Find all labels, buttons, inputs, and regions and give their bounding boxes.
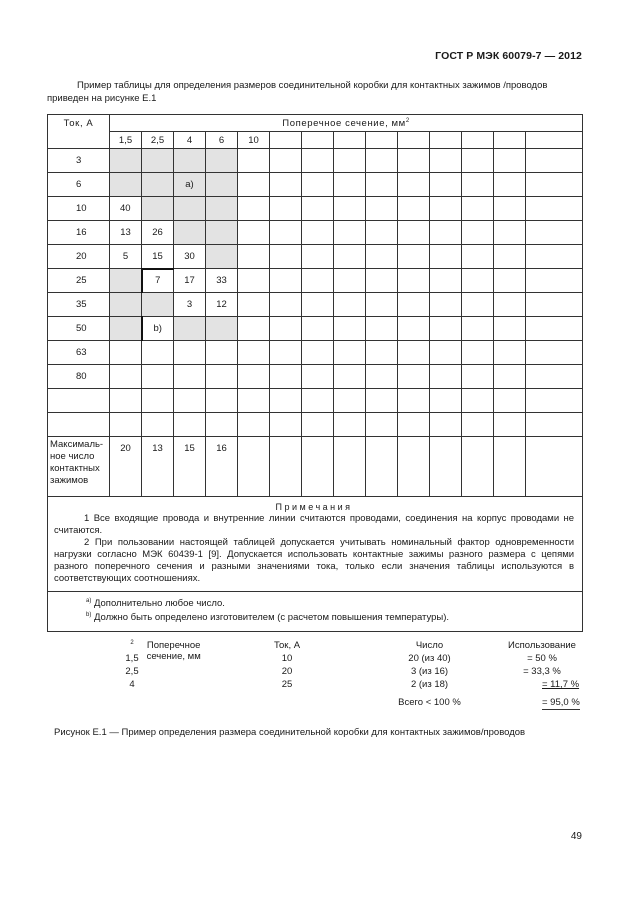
- table-cell: [462, 221, 494, 245]
- table-cell: [110, 413, 142, 437]
- section-size-header: [462, 132, 494, 149]
- section-size-header: [494, 132, 526, 149]
- current-column-header: Ток, А: [48, 115, 110, 149]
- table-cell: 26: [142, 221, 174, 245]
- table-cell: [270, 293, 302, 317]
- table-cell: [366, 149, 398, 173]
- summary-total-row: Всего < 100 % = 95,0 %: [47, 697, 582, 710]
- section-size-header: [398, 132, 430, 149]
- summary-row: [47, 653, 582, 666]
- table-cell: [366, 413, 398, 437]
- summary-count: 3 (из 16): [410, 666, 449, 677]
- table-cell: [398, 245, 430, 269]
- table-cell: [174, 317, 206, 341]
- table-cell: [302, 149, 334, 173]
- summary-usage: = 50 %: [527, 653, 557, 664]
- table-cell: [334, 293, 366, 317]
- table-cell: 3: [174, 293, 206, 317]
- notes-cell: [48, 497, 583, 592]
- max-terminals-value: [430, 437, 462, 497]
- section-size-header: 10: [238, 132, 270, 149]
- summary-header-current: Ток, А: [273, 640, 301, 651]
- table-cell: 5: [110, 245, 142, 269]
- table-cell: [494, 413, 526, 437]
- table-cell: [462, 269, 494, 293]
- section-size-header: 2,5: [142, 132, 174, 149]
- table-cell: [526, 245, 583, 269]
- table-cell: [238, 341, 270, 365]
- table-cell: [270, 173, 302, 197]
- current-value: 25: [48, 269, 110, 293]
- table-row: [48, 293, 583, 317]
- current-value: [48, 413, 110, 437]
- table-cell: [238, 197, 270, 221]
- table-cell: [174, 197, 206, 221]
- table-cell: [302, 197, 334, 221]
- current-value: 50: [48, 317, 110, 341]
- table-cell: [430, 413, 462, 437]
- max-terminals-value: [270, 437, 302, 497]
- current-value: 35: [48, 293, 110, 317]
- footnote-a: $^{a)}$ Дополнительно любое число.: [86, 597, 225, 609]
- table-cell: [430, 221, 462, 245]
- table-cell: [494, 389, 526, 413]
- max-terminals-value: [334, 437, 366, 497]
- table-cell: [526, 293, 583, 317]
- table-cell: [206, 245, 238, 269]
- table-cell: [526, 365, 583, 389]
- section-size-header: 6: [206, 132, 238, 149]
- table-cell: [398, 173, 430, 197]
- table-cell: [142, 389, 174, 413]
- table-cell: [430, 293, 462, 317]
- table-cell: [462, 389, 494, 413]
- table-cell: [366, 245, 398, 269]
- table-cell: [398, 197, 430, 221]
- table-cell: [174, 389, 206, 413]
- max-terminals-value: [526, 437, 583, 497]
- table-cell: [110, 389, 142, 413]
- table-cell: [526, 317, 583, 341]
- table-cell: [142, 293, 174, 317]
- table-cell: [366, 269, 398, 293]
- table-cell: [142, 149, 174, 173]
- section-size-header: [366, 132, 398, 149]
- table-cell: [110, 365, 142, 389]
- table-cell: 17: [174, 269, 206, 293]
- table-cell: [206, 149, 238, 173]
- table-cell: [366, 389, 398, 413]
- table-cell: [366, 173, 398, 197]
- summary-section: 2,5: [125, 666, 139, 677]
- table-cell: [302, 317, 334, 341]
- table-cell: [142, 197, 174, 221]
- table-cell: [430, 269, 462, 293]
- table-cell: [462, 197, 494, 221]
- table-row: [48, 197, 583, 221]
- table-cell: [526, 149, 583, 173]
- table-cell: [302, 389, 334, 413]
- table-cell: [430, 149, 462, 173]
- table-cell: 12: [206, 293, 238, 317]
- current-value: 16: [48, 221, 110, 245]
- usage-summary: [47, 640, 582, 710]
- table-cell: 33: [206, 269, 238, 293]
- table-cell: [334, 365, 366, 389]
- table-row: [48, 245, 583, 269]
- table-row: [48, 149, 583, 173]
- table-cell: [238, 389, 270, 413]
- current-value: 20: [48, 245, 110, 269]
- table-cell: [206, 173, 238, 197]
- table-cell: [430, 173, 462, 197]
- table-cell: [366, 341, 398, 365]
- table-cell: [270, 245, 302, 269]
- table-row: [48, 173, 583, 197]
- table-cell: [494, 197, 526, 221]
- summary-section: 1,5: [125, 653, 139, 664]
- max-terminals-value: 13: [142, 437, 174, 497]
- document-code: ГОСТ Р МЭК 60079-7 — 2012: [435, 50, 582, 62]
- current-value: 6: [48, 173, 110, 197]
- table-cell: [430, 317, 462, 341]
- table-cell: [206, 317, 238, 341]
- table-cell: [526, 197, 583, 221]
- table-cell: [494, 293, 526, 317]
- table-cell: [302, 413, 334, 437]
- table-cell: [334, 221, 366, 245]
- summary-current: 20: [281, 666, 293, 677]
- table-cell: [238, 221, 270, 245]
- table-cell: [302, 245, 334, 269]
- summary-row: [47, 666, 582, 679]
- table-cell: [174, 341, 206, 365]
- table-cell: [302, 221, 334, 245]
- table-cell: [398, 221, 430, 245]
- table-cell: [494, 317, 526, 341]
- footnote-mark: a): [174, 173, 206, 197]
- table-cell: [334, 413, 366, 437]
- max-terminals-value: [302, 437, 334, 497]
- table-cell: [174, 413, 206, 437]
- current-value: 63: [48, 341, 110, 365]
- table-cell: [494, 245, 526, 269]
- summary-current: 10: [281, 653, 293, 664]
- max-terminals-value: 15: [174, 437, 206, 497]
- table-cell: [462, 173, 494, 197]
- table-cell: [174, 149, 206, 173]
- notes-title: Примечания: [275, 502, 353, 512]
- section-size-header: [270, 132, 302, 149]
- intro-paragraph: Пример таблицы для определения размеров соединительной коробки для контактных зажимов /проводов приведен на рисунке Е.1: [47, 80, 548, 104]
- table-cell: [494, 173, 526, 197]
- summary-header-count: Число: [415, 640, 444, 651]
- page-number: 49: [570, 831, 582, 842]
- table-cell: [238, 293, 270, 317]
- current-value: 10: [48, 197, 110, 221]
- table-cell: [430, 341, 462, 365]
- table-cell: [334, 173, 366, 197]
- table-cell: 15: [142, 245, 174, 269]
- table-cell: [398, 365, 430, 389]
- table-cell: [462, 245, 494, 269]
- table-cell: [366, 197, 398, 221]
- table-cell: 7: [142, 269, 174, 293]
- table-cell: [526, 173, 583, 197]
- section-size-header: 4: [174, 132, 206, 149]
- footnote-mark: b): [142, 317, 174, 341]
- table-cell: [302, 365, 334, 389]
- summary-header-usage: Использование: [508, 640, 576, 651]
- table-cell: [238, 149, 270, 173]
- table-cell: [334, 389, 366, 413]
- table-cell: [110, 341, 142, 365]
- table-cell: [270, 365, 302, 389]
- table-cell: [526, 413, 583, 437]
- current-value: 80: [48, 365, 110, 389]
- table-cell: [462, 341, 494, 365]
- table-cell: [238, 317, 270, 341]
- table-row: [48, 389, 583, 413]
- table-cell: [494, 365, 526, 389]
- table-cell: [206, 389, 238, 413]
- table-cell: [302, 341, 334, 365]
- table-cell: [334, 341, 366, 365]
- table-cell: [398, 149, 430, 173]
- table-cell: [270, 197, 302, 221]
- table-cell: [430, 245, 462, 269]
- max-terminals-value: [462, 437, 494, 497]
- summary-count: 20 (из 40): [408, 653, 451, 664]
- summary-header-section: Поперечное сечение, мм $^2$: [130, 639, 201, 662]
- table-cell: [526, 341, 583, 365]
- table-cell: [302, 173, 334, 197]
- table-cell: [366, 293, 398, 317]
- table-row: [48, 365, 583, 389]
- table-row: [48, 269, 583, 293]
- table-cell: [334, 245, 366, 269]
- table-cell: [142, 365, 174, 389]
- max-terminals-value: [398, 437, 430, 497]
- table-cell: [430, 365, 462, 389]
- table-cell: [270, 149, 302, 173]
- summary-usage: = 33,3 %: [523, 666, 561, 677]
- table-cell: [270, 317, 302, 341]
- summary-current: 25: [281, 679, 293, 690]
- table-cell: 40: [110, 197, 142, 221]
- table-cell: [494, 269, 526, 293]
- table-cell: [430, 389, 462, 413]
- table-cell: [206, 341, 238, 365]
- summary-section: 4: [129, 679, 135, 690]
- table-cell: [526, 389, 583, 413]
- table-cell: [206, 365, 238, 389]
- table-cell: [270, 269, 302, 293]
- section-size-header: [302, 132, 334, 149]
- table-cell: [398, 389, 430, 413]
- footnote-b: $^{b)}$ Должно быть определено изготовителем (с расчетом повышения температуры).: [86, 611, 450, 623]
- table-cell: [494, 221, 526, 245]
- table-cell: [110, 293, 142, 317]
- table-cell: [142, 341, 174, 365]
- table-cell: [462, 317, 494, 341]
- table-cell: [398, 341, 430, 365]
- table-cell: [334, 269, 366, 293]
- section-size-header: [526, 132, 583, 149]
- table-cell: [398, 413, 430, 437]
- footnotes-cell: [48, 592, 583, 632]
- max-terminals-row: [48, 437, 583, 497]
- table-cell: [110, 269, 142, 293]
- table-cell: 30: [174, 245, 206, 269]
- table-cell: [238, 245, 270, 269]
- table-row: [48, 341, 583, 365]
- section-size-header: [334, 132, 366, 149]
- note-1: 1 Все входящие провода и внутренние линии считаются проводами, соединения на корпус проводами не считаются.: [54, 513, 575, 536]
- table-cell: [206, 197, 238, 221]
- table-cell: [494, 341, 526, 365]
- table-cell: [334, 197, 366, 221]
- figure-caption: Рисунок Е.1 — Пример определения размера соединительной коробки для контактных зажимов/проводов: [54, 727, 526, 738]
- summary-total-label: Всего < 100 %: [398, 697, 461, 708]
- table-cell: [110, 317, 142, 341]
- table-cell: [430, 197, 462, 221]
- table-cell: [238, 413, 270, 437]
- section-size-header: 1,5: [110, 132, 142, 149]
- table-cell: [398, 317, 430, 341]
- table-cell: [238, 269, 270, 293]
- table-cell: [526, 269, 583, 293]
- table-cell: [238, 173, 270, 197]
- table-cell: [270, 413, 302, 437]
- section-header: Поперечное сечение, $мм^2$: [110, 115, 583, 132]
- table-cell: [366, 365, 398, 389]
- max-terminals-value: 20: [110, 437, 142, 497]
- table-cell: [398, 269, 430, 293]
- table-row: [48, 413, 583, 437]
- max-terminals-label: Максималь-ное число контактных зажимов: [48, 437, 110, 497]
- table-cell: [174, 221, 206, 245]
- table-cell: [462, 413, 494, 437]
- section-size-header: [430, 132, 462, 149]
- table-cell: 13: [110, 221, 142, 245]
- table-cell: [334, 317, 366, 341]
- table-cell: [302, 293, 334, 317]
- table-cell: [270, 341, 302, 365]
- summary-row: 4 25 2 (из 18) = 11,7 %: [47, 679, 582, 692]
- table-cell: [462, 365, 494, 389]
- table-cell: [270, 389, 302, 413]
- table-row: [48, 317, 583, 341]
- max-terminals-value: [238, 437, 270, 497]
- table-cell: [206, 221, 238, 245]
- table-cell: [526, 221, 583, 245]
- max-terminals-value: [494, 437, 526, 497]
- table-cell: [334, 149, 366, 173]
- table-row: [48, 221, 583, 245]
- table-cell: [174, 365, 206, 389]
- table-cell: [238, 365, 270, 389]
- max-terminals-value: 16: [206, 437, 238, 497]
- table-cell: [366, 317, 398, 341]
- note-2: 2 При пользовании настоящей таблицей допускается учитывать номинальный фактор одновременности нагрузки согласно МЭК 60439-1 [9]. Допускается использовать контактные зажимы разного размера с цепями разного поперечного сечения и разными значениями тока, только если значения таблицы используются в соответствующих соотношениях.: [54, 537, 575, 584]
- current-value: 3: [48, 149, 110, 173]
- table-cell: [462, 149, 494, 173]
- table-cell: [142, 173, 174, 197]
- table-cell: [110, 173, 142, 197]
- table-cell: [366, 221, 398, 245]
- max-terminals-value: [366, 437, 398, 497]
- terminal-table: [47, 114, 583, 632]
- current-value: [48, 389, 110, 413]
- table-cell: [270, 221, 302, 245]
- table-cell: [142, 413, 174, 437]
- table-cell: [494, 149, 526, 173]
- table-cell: [206, 413, 238, 437]
- table-cell: [302, 269, 334, 293]
- table-cell: [110, 149, 142, 173]
- summary-count: 2 (из 18): [410, 679, 449, 690]
- table-cell: [398, 293, 430, 317]
- table-cell: [462, 293, 494, 317]
